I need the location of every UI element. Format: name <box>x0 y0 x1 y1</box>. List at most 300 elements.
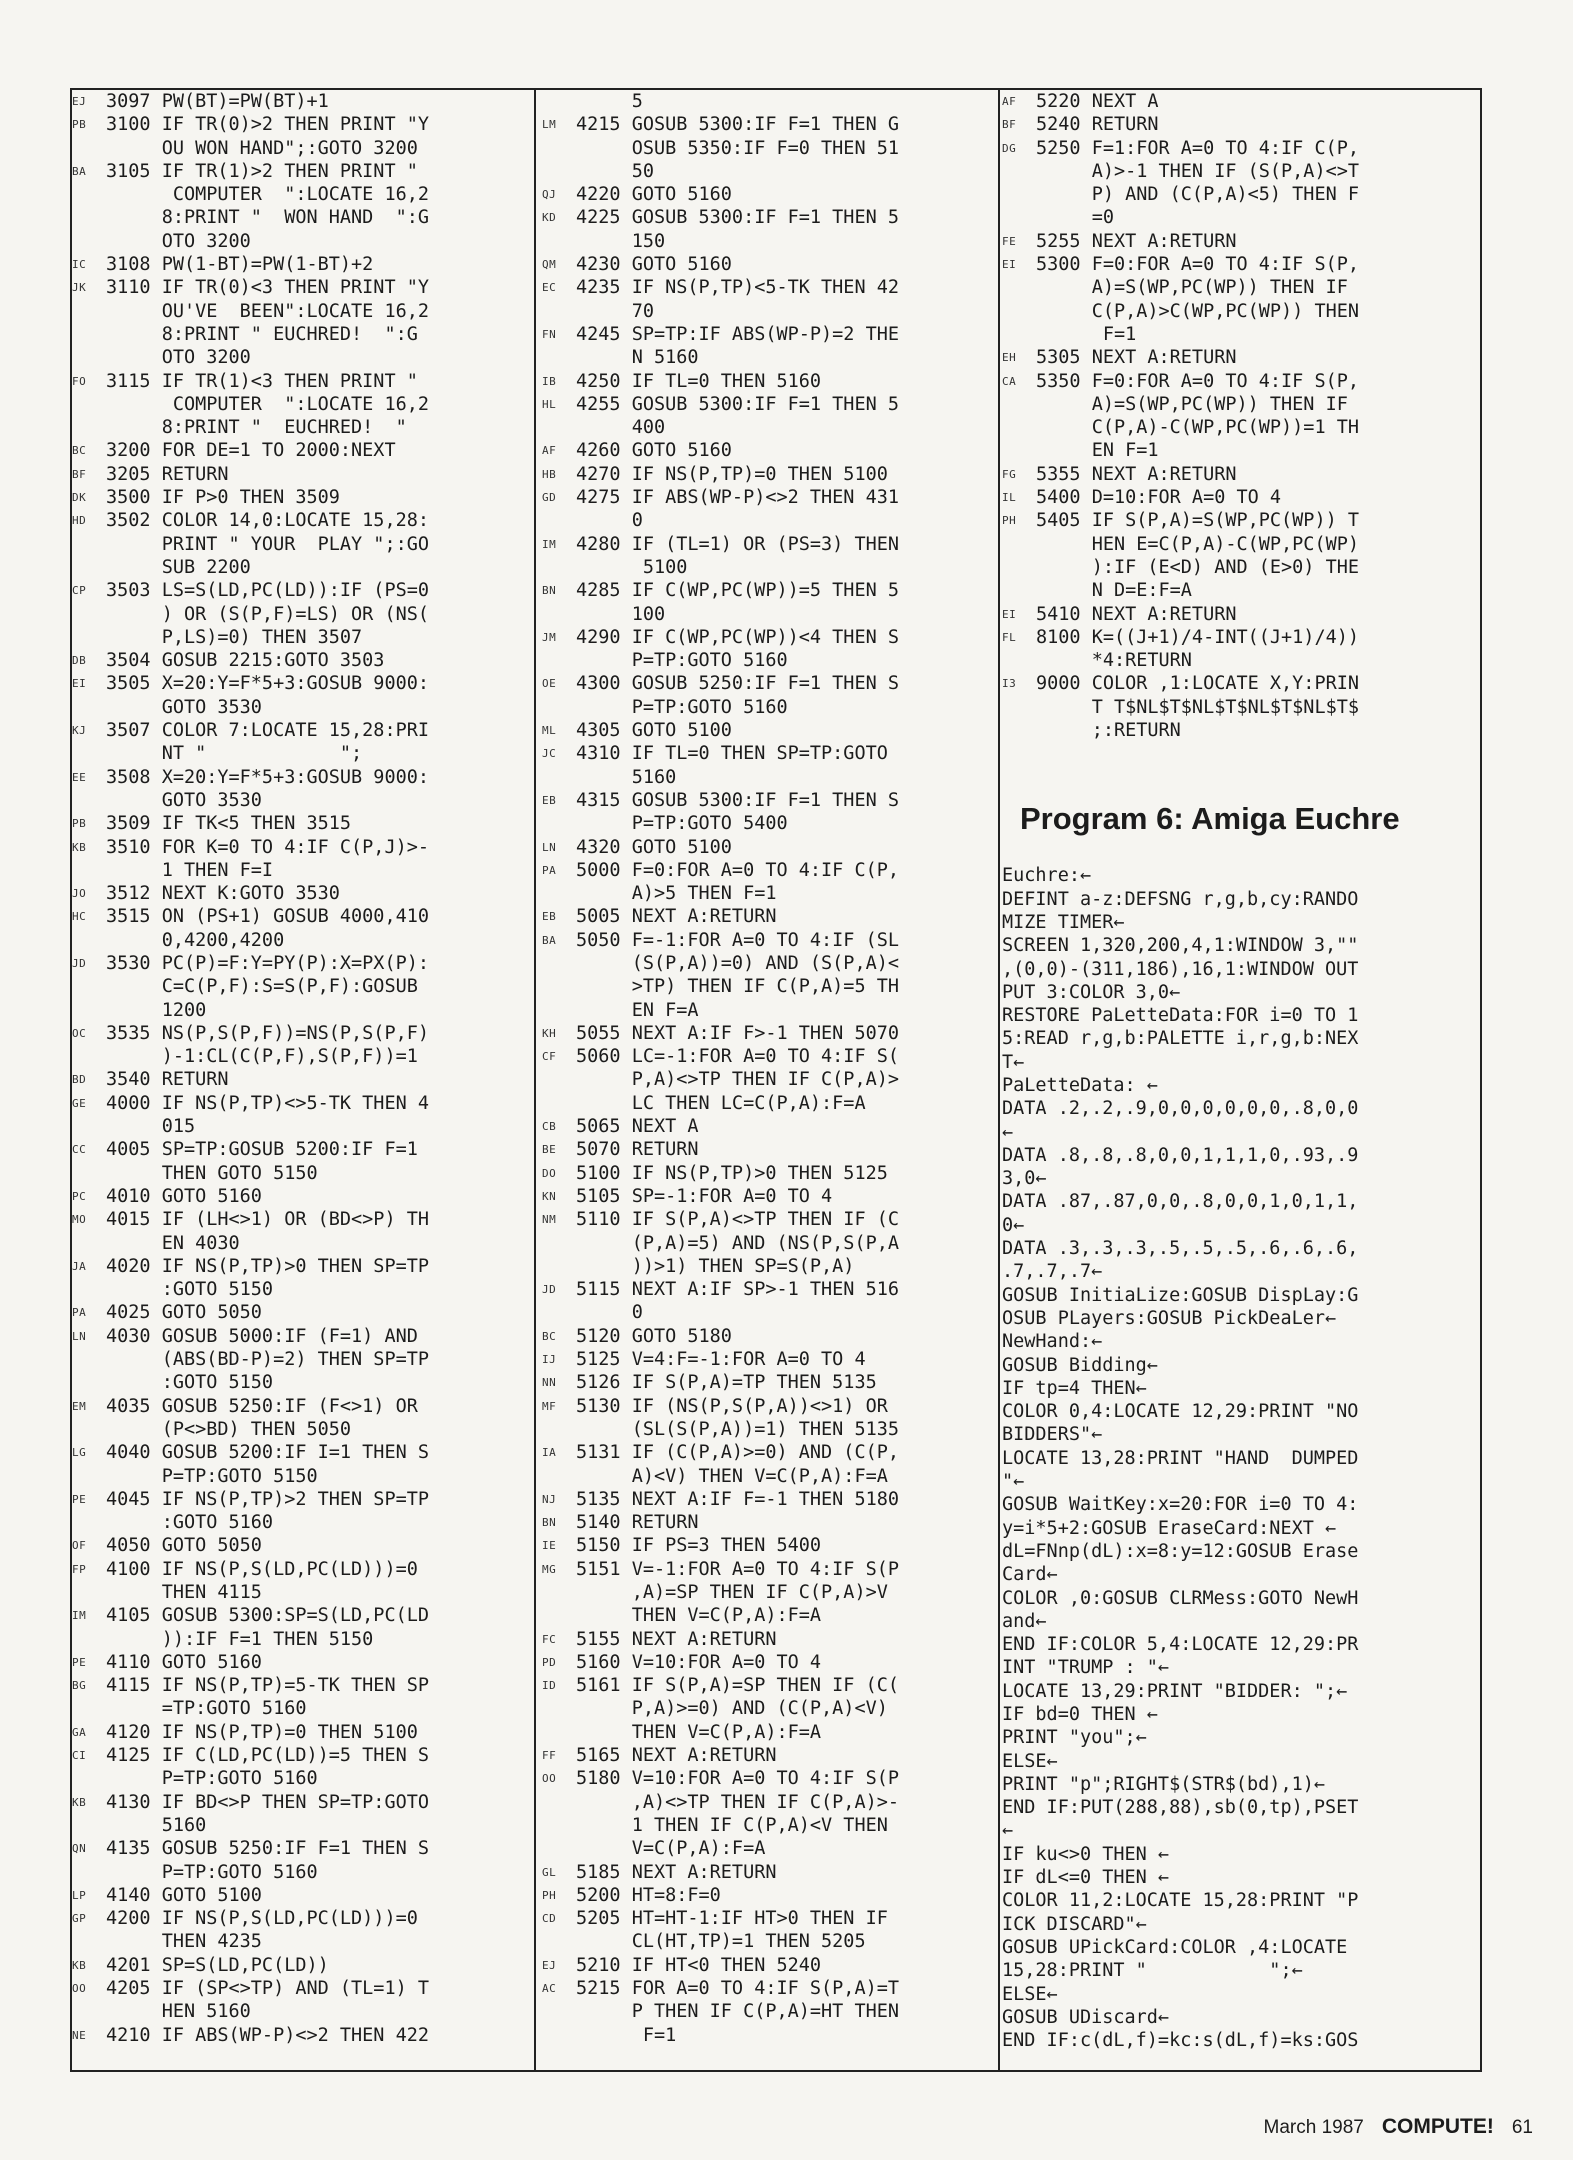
code-line <box>72 1115 530 1138</box>
code-line <box>542 719 1010 742</box>
code-line <box>542 253 1010 276</box>
code-text: P=TP:GOTO 5160 <box>106 1768 318 1790</box>
code-line <box>542 230 1010 253</box>
checksum: FP <box>72 1562 87 1576</box>
code-line <box>542 1138 1010 1161</box>
checksum <box>1002 160 1036 183</box>
checksum: KH <box>542 1026 557 1040</box>
code-text: 5110 IF S(P,A)<>TP THEN IF (C <box>576 1209 900 1231</box>
amiga-code-line: y=i*5+2:GOSUB EraseCard:NEXT ← <box>1002 1517 1337 1539</box>
code-line <box>72 323 530 346</box>
code-text: ,A)=SP THEN IF C(P,A)>V <box>576 1582 888 1603</box>
code-text: P=TP:GOTO 5400 <box>576 813 788 835</box>
checksum: GA <box>72 1725 87 1739</box>
code-text: T T$NL$T$NL$T$NL$T$NL$T$ <box>1036 696 1360 718</box>
code-line <box>542 952 1010 975</box>
checksum <box>72 1628 106 1651</box>
checksum <box>542 556 576 579</box>
checksum: EH <box>1002 351 1017 365</box>
checksum: JM <box>542 630 557 644</box>
checksum: JA <box>72 1259 87 1273</box>
checksum: QN <box>72 1842 87 1856</box>
checksum: KB <box>72 1795 87 1809</box>
code-line <box>72 1930 530 1953</box>
code-text: :GOTO 5150 <box>106 1279 274 1301</box>
checksum: CB <box>542 1120 557 1134</box>
code-text: 4200 IF NS(P,S(LD,PC(LD)))=0 <box>106 1908 418 1930</box>
code-line <box>72 183 530 206</box>
checksum: FL <box>1002 630 1017 644</box>
code-text: A)=S(WP,PC(WP)) THEN IF <box>1036 393 1348 415</box>
code-text: 3108 PW(1-BT)=PW(1-BT)+2 <box>106 254 374 276</box>
code-text: A)>-1 THEN IF (S(P,A)<>T <box>1036 160 1360 182</box>
code-line <box>72 999 530 1022</box>
checksum: EJ <box>72 95 87 108</box>
code-line <box>542 929 1010 952</box>
code-text: C=C(P,F):S=S(P,F):GOSUB <box>106 976 418 998</box>
checksum: EC <box>542 281 557 295</box>
code-line <box>72 579 530 602</box>
checksum <box>72 206 106 229</box>
checksum <box>72 1465 106 1488</box>
code-line <box>542 416 1010 439</box>
code-line <box>72 1837 530 1860</box>
code-text: *4:RETURN <box>1036 650 1192 672</box>
code-line <box>542 1651 1010 1674</box>
code-text: 5305 NEXT A:RETURN <box>1036 347 1237 369</box>
checksum <box>1002 649 1036 672</box>
checksum: IA <box>542 1446 557 1460</box>
code-line <box>542 1534 1010 1557</box>
listing-column-3-code <box>1002 90 1480 742</box>
checksum: BA <box>542 933 557 947</box>
checksum: LG <box>72 1446 87 1460</box>
checksum <box>542 509 576 532</box>
code-line <box>72 975 530 998</box>
code-text: 5400 D=10:FOR A=0 TO 4 <box>1036 487 1282 509</box>
code-line <box>542 323 1010 346</box>
code-line <box>72 952 530 975</box>
code-text: COMPUTER ":LOCATE 16,2 <box>106 393 430 415</box>
checksum <box>542 416 576 439</box>
code-text: 5050 F=-1:FOR A=0 TO 4:IF (SL <box>576 929 900 951</box>
code-text: 1 THEN IF C(P,A)<V THEN <box>576 1814 888 1836</box>
checksum <box>72 1581 106 1604</box>
code-text: P=TP:GOTO 5160 <box>576 696 788 718</box>
checksum <box>542 1791 576 1814</box>
code-line <box>542 2024 1010 2047</box>
checksum: FG <box>1002 467 1017 481</box>
checksum <box>542 2024 576 2047</box>
checksum: GD <box>542 491 557 505</box>
code-line <box>542 1954 1010 1977</box>
code-text: 1200 <box>106 999 207 1021</box>
code-line <box>72 416 530 439</box>
checksum: LN <box>542 840 557 854</box>
checksum: NM <box>542 1213 557 1227</box>
code-text: 4320 GOTO 5100 <box>576 836 732 858</box>
code-line <box>542 1278 1010 1301</box>
code-text: 3105 IF TR(1)>2 THEN PRINT " <box>106 160 418 182</box>
checksum: DO <box>542 1166 557 1180</box>
checksum: GL <box>542 1865 557 1879</box>
checksum: ML <box>542 724 557 738</box>
code-line <box>542 789 1010 812</box>
checksum: KJ <box>72 724 87 738</box>
checksum: PA <box>542 863 557 877</box>
checksum: IM <box>72 1609 87 1623</box>
code-text: F=1 <box>576 2024 677 2046</box>
checksum <box>542 952 576 975</box>
code-line <box>542 90 1010 113</box>
code-line <box>72 90 530 113</box>
code-text: 4135 GOSUB 5250:IF F=1 THEN S <box>106 1838 430 1860</box>
code-text: 5120 GOTO 5180 <box>576 1325 732 1347</box>
code-text: 5135 NEXT A:IF F=-1 THEN 5180 <box>576 1488 900 1510</box>
checksum: PE <box>72 1492 87 1506</box>
code-text: 3540 RETURN <box>106 1069 229 1091</box>
code-text: 4205 IF (SP<>TP) AND (TL=1) T <box>106 1978 430 2000</box>
checksum: IM <box>542 537 557 551</box>
code-text: >TP) THEN IF C(P,A)=5 TH <box>576 976 900 998</box>
checksum <box>72 1697 106 1720</box>
code-line <box>542 2000 1010 2023</box>
checksum: IL <box>1002 491 1017 505</box>
code-text: 4100 IF NS(P,S(LD,PC(LD)))=0 <box>106 1558 418 1580</box>
code-line <box>72 1441 530 1464</box>
checksum <box>542 1581 576 1604</box>
code-line <box>542 1348 1010 1371</box>
checksum: LP <box>72 1888 87 1902</box>
code-text: 4245 SP=TP:IF ABS(WP-P)=2 THE <box>576 323 900 345</box>
checksum: GP <box>72 1912 87 1926</box>
code-line <box>542 859 1010 882</box>
checksum <box>72 300 106 323</box>
checksum: NJ <box>542 1492 557 1506</box>
code-line <box>542 1930 1010 1953</box>
code-text: THEN V=C(P,A):F=A <box>576 1605 822 1627</box>
code-text: 4000 IF NS(P,TP)<>5-TK THEN 4 <box>106 1092 430 1114</box>
code-text: 70 <box>576 300 654 322</box>
code-line <box>72 1628 530 1651</box>
code-text: V=C(P,A):F=A <box>576 1838 766 1860</box>
code-line <box>1002 719 1480 742</box>
code-line <box>72 1558 530 1581</box>
code-text: 4050 GOTO 5050 <box>106 1535 262 1557</box>
code-line <box>72 206 530 229</box>
checksum: JC <box>542 747 557 761</box>
checksum <box>72 789 106 812</box>
amiga-code-line: OSUB PLayers:GOSUB PickDeaLer← <box>1002 1307 1337 1329</box>
checksum: DK <box>72 491 87 505</box>
code-text: 3508 X=20:Y=F*5+3:GOSUB 9000: <box>106 766 430 788</box>
code-line <box>542 975 1010 998</box>
code-line <box>72 230 530 253</box>
code-line <box>72 2024 530 2047</box>
code-text: THEN GOTO 5150 <box>106 1162 318 1184</box>
checksum: EB <box>542 793 557 807</box>
checksum <box>542 90 576 113</box>
checksum <box>72 2000 106 2023</box>
code-line <box>542 1861 1010 1884</box>
code-text: GOTO 3530 <box>106 789 262 811</box>
amiga-code-line: and← <box>1002 1610 1047 1632</box>
checksum: CF <box>542 1050 557 1064</box>
code-text: 5250 F=1:FOR A=0 TO 4:IF C(P, <box>1036 137 1360 159</box>
code-text: PRINT " YOUR PLAY ";:GO <box>106 533 430 555</box>
code-line <box>72 1068 530 1091</box>
code-text: EN F=1 <box>1036 440 1159 462</box>
code-line <box>1002 160 1480 183</box>
code-line <box>1002 113 1480 136</box>
code-text: =0 <box>1036 207 1114 229</box>
code-text: LC THEN LC=C(P,A):F=A <box>576 1092 866 1114</box>
code-text: 5060 LC=-1:FOR A=0 TO 4:IF S( <box>576 1046 900 1068</box>
code-line <box>72 1791 530 1814</box>
checksum: KB <box>72 840 87 854</box>
code-text: 5140 RETURN <box>576 1512 699 1534</box>
amiga-code-line: ,(0,0)-(311,186),16,1:WINDOW OUT <box>1002 958 1359 980</box>
code-text: :GOTO 5150 <box>106 1372 274 1394</box>
code-line <box>542 1115 1010 1138</box>
code-text: 5151 V=-1:FOR A=0 TO 4:IF S(P <box>576 1558 900 1580</box>
code-line <box>542 1441 1010 1464</box>
code-text: 4115 IF NS(P,TP)=5-TK THEN SP <box>106 1675 430 1697</box>
code-line <box>72 812 530 835</box>
code-line <box>542 1371 1010 1394</box>
code-line <box>1002 463 1480 486</box>
code-text: OU WON HAND";:GOTO 3200 <box>106 137 418 159</box>
code-line <box>542 439 1010 462</box>
checksum: AF <box>542 444 557 458</box>
code-text: EN 4030 <box>106 1232 240 1254</box>
code-text: 3110 IF TR(0)<3 THEN PRINT "Y <box>106 277 430 299</box>
code-line <box>542 509 1010 532</box>
checksum <box>72 1232 106 1255</box>
code-line <box>72 1907 530 1930</box>
checksum <box>542 1232 576 1255</box>
code-text: 3507 COLOR 7:LOCATE 15,28:PRI <box>106 720 430 742</box>
code-text: 3530 PC(P)=F:Y=PY(P):X=PX(P): <box>106 952 430 974</box>
checksum: BF <box>1002 118 1017 132</box>
checksum: QM <box>542 258 557 272</box>
code-line <box>542 1697 1010 1720</box>
amiga-code-line: ← <box>1002 1820 1014 1842</box>
code-line <box>72 719 530 742</box>
amiga-code-line: Card← <box>1002 1564 1058 1586</box>
code-text: SUB 2200 <box>106 556 251 578</box>
code-text: 4285 IF C(WP,PC(WP))=5 THEN 5 <box>576 580 900 602</box>
code-line <box>1002 183 1480 206</box>
amiga-code-line: .7,.7,.7← <box>1002 1261 1103 1283</box>
code-line <box>542 1674 1010 1697</box>
checksum <box>542 2000 576 2023</box>
code-line <box>1002 626 1480 649</box>
checksum: OE <box>542 677 557 691</box>
code-line <box>542 1022 1010 1045</box>
code-text: 5200 HT=8:F=0 <box>576 1884 721 1906</box>
checksum <box>542 1068 576 1091</box>
code-text: 8:PRINT " EUCHRED! ":G <box>106 323 418 345</box>
code-line <box>72 113 530 136</box>
checksum <box>1002 533 1036 556</box>
amiga-code-line: IF tp=4 THEN← <box>1002 1377 1147 1399</box>
checksum: CA <box>1002 374 1017 388</box>
code-text: P,A)>=0) AND (C(P,A)<V) <box>576 1698 888 1720</box>
code-text: (SL(S(P,A))=1) THEN 5135 <box>576 1418 900 1440</box>
code-text: F=1 <box>1036 323 1137 345</box>
checksum: EI <box>1002 258 1017 272</box>
checksum <box>72 696 106 719</box>
code-line <box>542 1465 1010 1488</box>
code-line <box>72 905 530 928</box>
code-line <box>542 1488 1010 1511</box>
code-text: 5000 F=0:FOR A=0 TO 4:IF C(P, <box>576 859 900 881</box>
checksum: HL <box>542 397 557 411</box>
code-line <box>72 509 530 532</box>
amiga-code-line: LOCATE 13,29:PRINT "BIDDER: ";← <box>1002 1680 1348 1702</box>
code-line <box>1002 230 1480 253</box>
checksum <box>72 346 106 369</box>
checksum: EI <box>72 677 87 691</box>
checksum: JD <box>542 1283 557 1297</box>
code-text: EN F=A <box>576 999 699 1021</box>
code-line <box>542 905 1010 928</box>
code-line <box>72 1465 530 1488</box>
code-text: 5070 RETURN <box>576 1139 699 1161</box>
checksum: ID <box>542 1679 557 1693</box>
code-line <box>542 1068 1010 1091</box>
code-text: C(P,A)-C(WP,PC(WP))=1 TH <box>1036 417 1360 439</box>
checksum <box>72 230 106 253</box>
code-line <box>72 766 530 789</box>
code-text: P=TP:GOTO 5160 <box>576 650 788 672</box>
code-text: 4300 GOSUB 5250:IF F=1 THEN S <box>576 673 900 695</box>
code-line <box>542 1325 1010 1348</box>
code-text: 3512 NEXT K:GOTO 3530 <box>106 883 340 905</box>
checksum: KB <box>72 1958 87 1972</box>
checksum: JD <box>72 956 87 970</box>
code-text: 3504 GOSUB 2215:GOTO 3503 <box>106 650 385 672</box>
code-text: 5130 IF (NS(P,S(P,A))<>1) OR <box>576 1395 888 1417</box>
code-line <box>72 1138 530 1161</box>
code-text: 4260 GOTO 5160 <box>576 440 732 462</box>
amiga-code-line: MIZE TIMER← <box>1002 911 1125 933</box>
code-line <box>72 742 530 765</box>
code-text: 4225 GOSUB 5300:IF F=1 THEN 5 <box>576 207 900 229</box>
code-line <box>542 1208 1010 1231</box>
checksum: EE <box>72 770 87 784</box>
code-line <box>1002 253 1480 276</box>
checksum <box>72 929 106 952</box>
code-line <box>72 1884 530 1907</box>
checksum <box>542 1814 576 1837</box>
code-line <box>72 1767 530 1790</box>
code-text: 5 <box>576 91 643 112</box>
code-line <box>542 1185 1010 1208</box>
code-text: 0 <box>576 1302 643 1324</box>
checksum <box>542 300 576 323</box>
code-text: A)=S(WP,PC(WP)) THEN IF <box>1036 277 1348 299</box>
code-text: P=TP:GOTO 5160 <box>106 1861 318 1883</box>
code-text: 5105 SP=-1:FOR A=0 TO 4 <box>576 1185 833 1207</box>
checksum <box>542 346 576 369</box>
checksum <box>72 859 106 882</box>
checksum: GE <box>72 1096 87 1110</box>
code-text: 4215 GOSUB 5300:IF F=1 THEN G <box>576 114 900 136</box>
checksum <box>72 1861 106 1884</box>
code-line <box>542 649 1010 672</box>
checksum: EB <box>542 910 557 924</box>
code-line <box>542 393 1010 416</box>
code-line <box>72 1674 530 1697</box>
code-text: P,A)<>TP THEN IF C(P,A)> <box>576 1069 900 1091</box>
code-line <box>1002 509 1480 532</box>
right-rule <box>1480 90 1482 2070</box>
code-line <box>72 1325 530 1348</box>
code-line <box>542 1045 1010 1068</box>
amiga-code-line: IF bd=0 THEN ← <box>1002 1704 1158 1725</box>
checksum: DG <box>1002 141 1017 155</box>
code-line <box>542 346 1010 369</box>
code-text: 5165 NEXT A:RETURN <box>576 1745 777 1767</box>
code-text: 3503 LS=S(LD,PC(LD)):IF (PS=0 <box>106 580 430 602</box>
code-text: 4255 GOSUB 5300:IF F=1 THEN 5 <box>576 393 900 415</box>
checksum: AC <box>542 1982 557 1996</box>
code-text: 9000 COLOR ,1:LOCATE X,Y:PRIN <box>1036 673 1360 695</box>
checksum <box>1002 276 1036 299</box>
code-line <box>542 1628 1010 1651</box>
code-text: 4005 SP=TP:GOSUB 5200:IF F=1 <box>106 1139 418 1161</box>
code-text: 5185 NEXT A:RETURN <box>576 1861 777 1883</box>
code-text: P) AND (C(P,A)<5) THEN F <box>1036 184 1360 206</box>
code-line <box>72 439 530 462</box>
code-text: 3115 IF TR(1)<3 THEN PRINT " <box>106 370 418 392</box>
checksum <box>542 1255 576 1278</box>
code-line <box>72 929 530 952</box>
code-text: 4315 GOSUB 5300:IF F=1 THEN S <box>576 789 900 811</box>
code-text: 3509 IF TK<5 THEN 3515 <box>106 813 352 835</box>
amiga-code-line: END IF:PUT(288,88),sb(0,tp),PSET <box>1002 1797 1359 1819</box>
checksum <box>72 1162 106 1185</box>
checksum: BE <box>542 1143 557 1157</box>
checksum: PH <box>1002 514 1017 528</box>
checksum: IC <box>72 258 87 272</box>
code-line <box>1002 346 1480 369</box>
code-text: THEN 4115 <box>106 1582 262 1603</box>
code-line <box>542 1558 1010 1581</box>
code-line <box>72 346 530 369</box>
code-text: N 5160 <box>576 347 699 369</box>
code-text: 5160 <box>576 766 677 788</box>
checksum: BN <box>542 1516 557 1530</box>
code-line <box>72 276 530 299</box>
code-line <box>1002 137 1480 160</box>
code-line <box>542 882 1010 905</box>
listing-column-2 <box>542 90 1010 2070</box>
code-line <box>72 626 530 649</box>
checksum: BC <box>72 444 87 458</box>
code-line <box>72 160 530 183</box>
checksum <box>542 1930 576 1953</box>
checksum <box>1002 556 1036 579</box>
code-line <box>1002 603 1480 626</box>
code-line <box>1002 370 1480 393</box>
amiga-code-line: PUT 3:COLOR 3,0← <box>1002 981 1181 1003</box>
code-line <box>1002 579 1480 602</box>
code-line <box>72 1861 530 1884</box>
code-text: ,A)<>TP THEN IF C(P,A)>- <box>576 1791 900 1813</box>
